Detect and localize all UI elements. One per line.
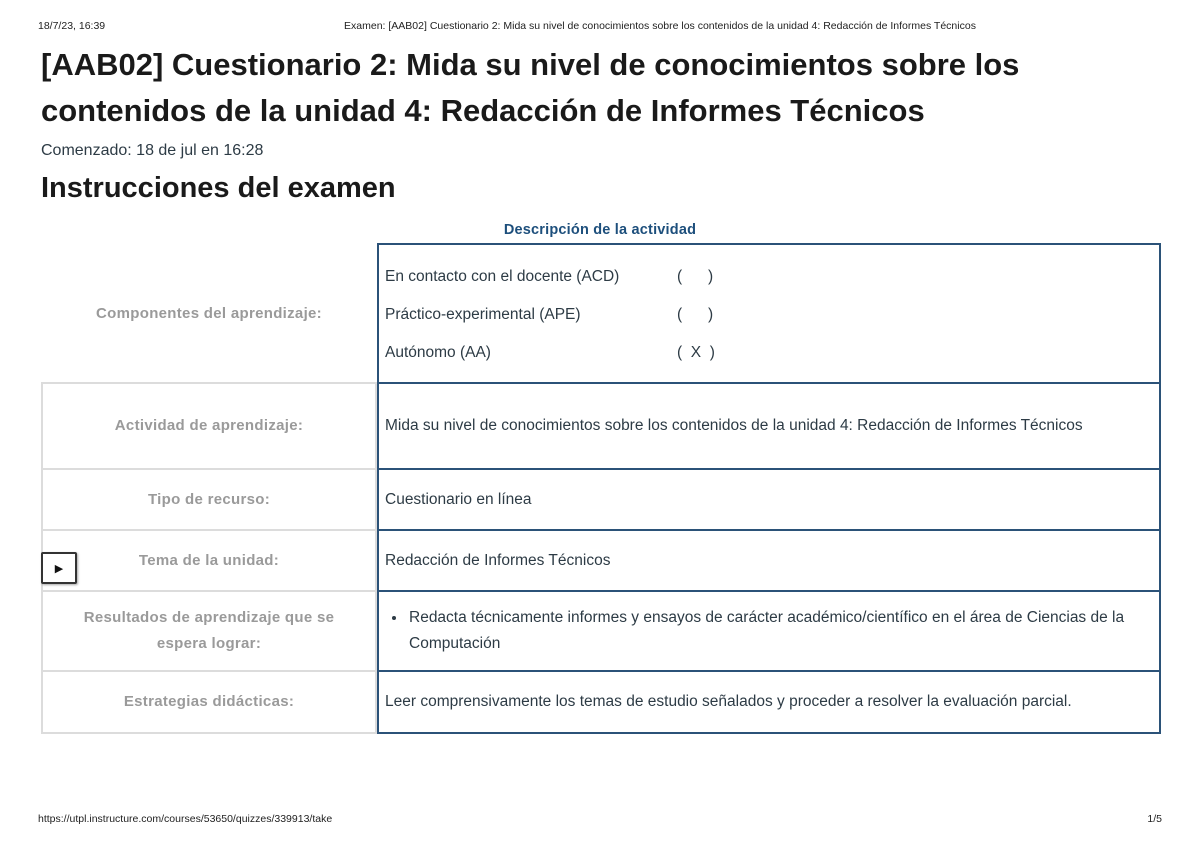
activity-label: Actividad de aprendizaje: xyxy=(41,382,377,470)
results-value xyxy=(377,590,1161,672)
topic-label: Tema de la unidad: xyxy=(41,529,377,592)
topic-value: Redacción de Informes Técnicos xyxy=(377,529,1161,592)
print-header xyxy=(38,20,1162,34)
component-name: Práctico-experimental (APE) xyxy=(385,305,581,323)
component-item xyxy=(385,264,737,290)
table-row-resource xyxy=(41,468,1161,531)
table-row-results xyxy=(41,590,1161,672)
strategies-value: Leer comprensivamente los temas de estudio señalados y proceder a resolver la evaluación parcial. xyxy=(377,670,1161,734)
results-item: • Redacta técnicamente informes y ensayos de carácter académico/científico en el área de Ciencias de la Computación xyxy=(407,605,1147,657)
results-list xyxy=(385,605,1147,657)
quiz-started-time: Comenzado: 18 de jul en 16:28 xyxy=(41,142,264,159)
component-mark: ( ) xyxy=(677,267,714,285)
play-icon: ▶ xyxy=(54,562,64,575)
quiz-title: [AAB02] Cuestionario 2: Mida su nivel de conocimientos sobre los contenidos de la unidad 4: Redacción de Informes Técnicos xyxy=(41,47,1020,128)
play-button[interactable] xyxy=(41,552,77,584)
results-label: Resultados de aprendizaje que se espera lograr: xyxy=(41,590,377,672)
component-name: En contacto con el docente (ACD) xyxy=(385,267,620,285)
instructions-heading: Instrucciones del examen xyxy=(41,172,396,204)
component-name: Autónomo (AA) xyxy=(385,343,491,361)
component-mark: ( X ) xyxy=(677,343,715,361)
table-row-strategies xyxy=(41,670,1161,734)
table-caption: Descripción de la actividad xyxy=(503,222,697,238)
resource-value: Cuestionario en línea xyxy=(377,468,1161,531)
strategies-label: Estrategias didácticas: xyxy=(41,670,377,734)
print-url: https://utpl.instructure.com/courses/53650/quizzes/339913/take xyxy=(38,813,333,825)
component-item xyxy=(385,340,737,366)
print-page-title: Examen: [AAB02] Cuestionario 2: Mida su nivel de conocimientos sobre los contenidos de la unidad 4: Redacción de Informes Técnicos xyxy=(344,20,976,32)
components-value xyxy=(377,243,1161,384)
component-mark: ( ) xyxy=(677,305,714,323)
print-datetime: 18/7/23, 16:39 xyxy=(38,20,106,32)
component-item xyxy=(385,302,737,328)
table-row-activity xyxy=(41,382,1161,470)
print-page-number: 1/5 xyxy=(1147,813,1162,825)
table-row-topic xyxy=(41,529,1161,592)
activity-value: Mida su nivel de conocimientos sobre los contenidos de la unidad 4: Redacción de Informes Técnicos xyxy=(377,382,1161,470)
components-label: Componentes del aprendizaje: xyxy=(96,304,322,322)
resource-label: Tipo de recurso: xyxy=(41,468,377,531)
table-row-components xyxy=(41,243,1161,384)
print-footer xyxy=(38,813,1162,827)
